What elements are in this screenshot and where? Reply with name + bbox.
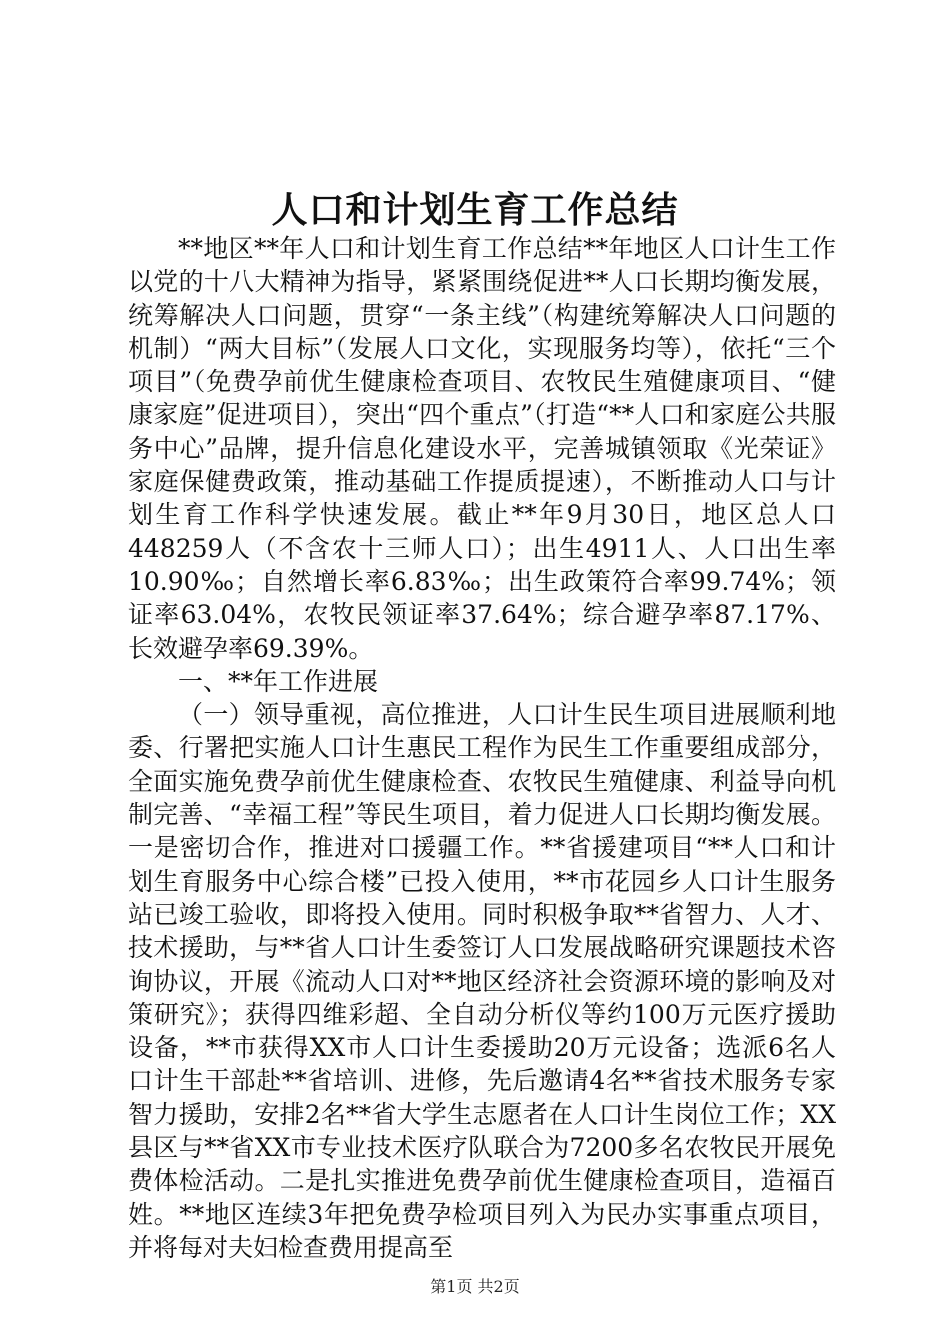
section-heading: 一、**年工作进展	[178, 666, 379, 696]
subsection-paragraph: （一）领导重视，高位推进，人口计生民生项目进展顺利地委、行署把实施人口计生惠民工程作为民生工作重要组成部分，全面实施免费孕前优生健康检查、农牧民生殖健康、利益导向机制完善、“幸福工程”等民生项目，着力促进人口长期均衡发展。一是密切合作，推进对口援疆工作。**省援建项目“**人口和计划生育服务中心综合楼”已投入使用，**市花园乡人口计生服务站已竣工验收，即将投入使用。同时积极争取**省智力、人才、技术援助，与**省人口计生委签订人口发展战略研究课题技术咨询协议，开展《流动人口对**地区经济社会资源环境的影响及对策研究》；获得四维彩超、全自动分析仪等约100万元医疗援助设备，**市获得XX市人口计生委援助20万元设备；选派6名人口计生干部赴**省培训、进修，先后邀请4名**省技术服务专家智力援助，安排2名**省大学生志愿者在人口计生岗位工作；XX县区与**省XX市专业技术医疗队联合为7200多名农牧民开展免费体检活动。二是扎实推进免费孕前优生健康检查项目，造福百姓。**地区连续3年把免费孕检项目列入为民办实事重点项目，并将每对夫妇检查费用提高至	[128, 700, 836, 1262]
document-title: 人口和计划生育工作总结	[271, 189, 679, 231]
page-footer: 第1页 共2页	[430, 1277, 520, 1296]
summary-paragraph: **地区**年人口和计划生育工作总结**年地区人口计生工作以党的十八大精神为指导，紧紧围绕促进**人口长期均衡发展，统筹解决人口问题，贯穿“一条主线”（构建统筹解决人口问题的机制）“两大目标”（发展人口文化，实现服务均等），依托“三个项目”（免费孕前优生健康检查项目、农牧民生殖健康项目、“健康家庭”促进项目），突出“四个重点”（打造“**人口和家庭公共服务中心”品牌，提升信息化建设水平，完善城镇领取《光荣证》家庭保健费政策，推动基础工作提质提速），不断推动人口与计划生育工作科学快速发展。截止**年9月30日，地区总人口448259人（不含农十三师人口）；出生4911人、人口出生率10.90‰；自然增长率6.83‰；出生政策符合率99.74%；领证率63.04%，农牧民领证率37.64%；综合避孕率87.17%、长效避孕率69.39%。	[128, 234, 836, 663]
document-body	[128, 232, 836, 1264]
